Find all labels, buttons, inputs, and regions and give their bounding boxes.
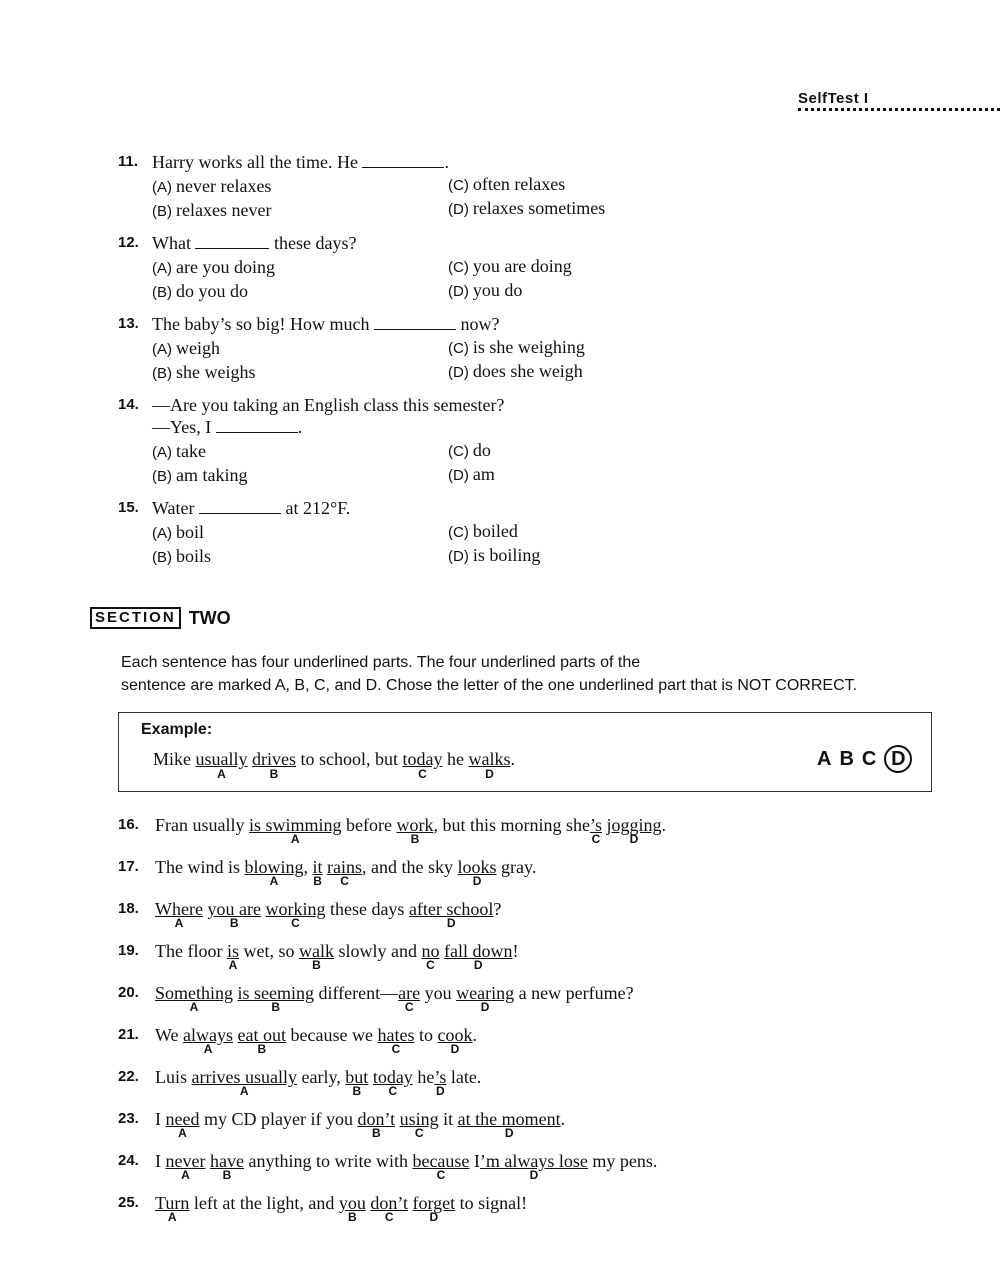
underlined-part-d: cook D (437, 1025, 473, 1056)
option-d: (D) relaxes sometimes (448, 198, 606, 218)
underlined-part-d: forget D (412, 1193, 456, 1224)
option-c: (C) boiled (448, 521, 518, 541)
underlined-part-a: never A (165, 1151, 206, 1182)
underlined-part-c: working C (265, 899, 326, 930)
instructions (121, 651, 981, 697)
question-number: 20. (118, 984, 139, 1001)
underlined-part-d: walks D (468, 749, 511, 781)
underlined-part-c: today C (372, 1067, 413, 1098)
underlined-part-a: arrives usually A (191, 1067, 297, 1098)
underlined-part-b: it B (312, 857, 323, 888)
question-number: 18. (118, 900, 139, 917)
question-number: 16. (118, 816, 139, 833)
error-sentence: The wind is blowing A , it B rains C , and the sky looks D gray. (155, 857, 537, 888)
question-number: 21. (118, 1026, 139, 1043)
question-number: 12. (118, 234, 139, 251)
underlined-part-c: no C (421, 941, 440, 972)
option-b: (B) relaxes never (152, 200, 272, 220)
option-c: (C) often relaxes (448, 174, 566, 194)
question-number: 22. (118, 1068, 139, 1085)
underlined-part-d: jogging D (606, 815, 662, 846)
underlined-part-a: Turn A (155, 1193, 190, 1224)
underlined-part-c: because C (412, 1151, 470, 1182)
underlined-part-d: after school D (408, 899, 494, 930)
underlined-part-b: but B (345, 1067, 369, 1098)
section-name: TWO (188, 607, 231, 628)
question-number: 17. (118, 858, 139, 875)
underlined-part-b: you B (338, 1193, 366, 1224)
error-sentence: Fran usually is swimming A before work B , but this morning she’s C jogging D . (155, 815, 667, 846)
underlined-part-a: need A (165, 1109, 200, 1140)
underlined-part-d: wearing D (456, 983, 515, 1014)
underlined-part-c: hates C (377, 1025, 415, 1056)
example-label: Example: (141, 721, 213, 738)
answer-choice-b: B (839, 747, 854, 770)
underlined-part-b: walk B (299, 941, 334, 972)
instruction-line: sentence are marked A, B, C, and D. Chose the letter of the one underlined part that is NOT CORRECT. (121, 677, 858, 694)
option-c: (C) you are doing (448, 256, 572, 276)
answer-choice-c: C (861, 747, 877, 770)
underlined-part-a: Something A (155, 983, 234, 1014)
option-b: (B) boils (152, 546, 212, 566)
option-b: (B) am taking (152, 465, 248, 485)
question-number: 15. (118, 499, 139, 516)
section-heading (90, 607, 231, 629)
error-sentence: Luis arrives usually A early, but B today C he’s D late. (155, 1067, 482, 1098)
option-b: (B) she weighs (152, 362, 256, 382)
underlined-part-a: is A (226, 941, 239, 972)
underlined-part-c: today C (402, 749, 443, 781)
error-sentence: We always A eat out B because we hates C to cook D . (155, 1025, 477, 1056)
underlined-part-b: eat out B (237, 1025, 287, 1056)
question-stem: The baby’s so big! How much now? (152, 314, 500, 334)
option-a: (A) never relaxes (152, 176, 272, 196)
underlined-part-c: using C (399, 1109, 439, 1140)
option-c: (C) do (448, 440, 491, 460)
underlined-part-c: ’s C (589, 815, 602, 846)
underlined-part-c: rains C (327, 857, 363, 888)
question-number: 14. (118, 396, 139, 413)
question-number: 23. (118, 1110, 139, 1127)
underlined-part-a: Where A (155, 899, 203, 930)
answer-blank (374, 315, 456, 330)
header-dotted-rule (798, 108, 1000, 111)
answer-blank (216, 418, 298, 433)
underlined-part-b: is seeming B (237, 983, 315, 1014)
example-sentence: Mike usually A drives B to school, but today C he walks D . (153, 749, 515, 781)
option-b: (B) do you do (152, 281, 248, 301)
question-number: 19. (118, 942, 139, 959)
underlined-part-b: work B (396, 815, 434, 846)
error-sentence: The floor is A wet, so walk B slowly and no C fall down D ! (155, 941, 519, 972)
answer-choice-d-circled: D (884, 745, 912, 773)
error-sentence: Turn A left at the light, and you B don’t C forget D to signal! (155, 1193, 528, 1224)
example-box (118, 712, 932, 792)
underlined-part-b: drives B (252, 749, 296, 781)
underlined-part-b: don’t B (357, 1109, 396, 1140)
option-a: (A) weigh (152, 338, 220, 358)
error-sentence: Something A is seeming B different—are C you wearing D a new perfume? (155, 983, 634, 1014)
underlined-part-b: you are B (207, 899, 261, 930)
underlined-part-a: is swimming A (249, 815, 342, 846)
underlined-part-d: ’s D (434, 1067, 447, 1098)
example-answer-choices (817, 745, 912, 773)
error-sentence: I need A my CD player if you don’t B using C it at the moment D . (155, 1109, 566, 1140)
question-stem: What these days? (152, 233, 357, 253)
underlined-part-d: fall down D (444, 941, 513, 972)
question-number: 11. (118, 153, 139, 170)
underlined-part-a: usually A (195, 749, 248, 781)
instruction-line: Each sentence has four underlined parts. The four underlined parts of the (121, 654, 641, 671)
underlined-part-d: at the moment D (457, 1109, 561, 1140)
page-header-title: SelfTest I (798, 90, 869, 107)
question-stem: —Yes, I . (152, 417, 303, 437)
underlined-part-a: blowing A (244, 857, 304, 888)
option-d: (D) you do (448, 280, 523, 300)
underlined-part-d: looks D (457, 857, 497, 888)
answer-blank (195, 234, 269, 249)
error-sentence: Where A you are B working C these days after school D ? (155, 899, 502, 930)
question-stem-line1: —Are you taking an English class this semester? (152, 395, 505, 415)
option-a: (A) take (152, 441, 206, 461)
question-number: 24. (118, 1152, 139, 1169)
section-label: SECTION (90, 607, 181, 629)
option-d: (D) does she weigh (448, 361, 583, 381)
option-d: (D) am (448, 464, 495, 484)
error-sentence: I never A have B anything to write with because C I’m always lose D my pens. (155, 1151, 658, 1182)
underlined-part-c: don’t C (370, 1193, 408, 1224)
question-number: 13. (118, 315, 139, 332)
answer-blank (362, 153, 444, 168)
question-number: 25. (118, 1194, 139, 1211)
underlined-part-d: ’m always lose D (479, 1151, 588, 1182)
underlined-part-b: have B (209, 1151, 244, 1182)
question-stem: Water at 212°F. (152, 498, 351, 518)
answer-choice-a: A (817, 747, 832, 770)
underlined-part-c: are C (398, 983, 421, 1014)
option-d: (D) is boiling (448, 545, 541, 565)
underlined-part-a: always A (183, 1025, 234, 1056)
answer-blank (199, 499, 281, 514)
option-a: (A) boil (152, 522, 205, 542)
question-stem: Harry works all the time. He . (152, 152, 449, 172)
option-c: (C) is she weighing (448, 337, 585, 357)
option-a: (A) are you doing (152, 257, 275, 277)
